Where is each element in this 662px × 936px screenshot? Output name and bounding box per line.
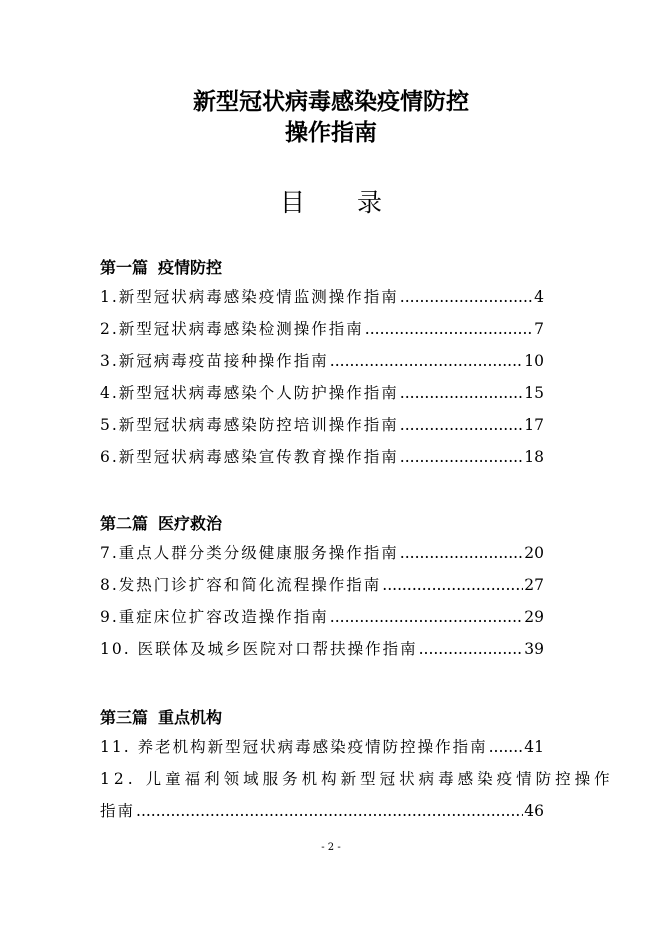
toc-entry-title: 7.重点人群分类分级健康服务操作指南: [100, 544, 399, 562]
toc-entry-page: 27: [524, 576, 544, 594]
toc-entry-title: 8.发热门诊扩容和简化流程操作指南: [100, 576, 382, 594]
part-name: 医疗救治: [158, 514, 223, 533]
leader-dots: [330, 350, 523, 372]
part-name: 疫情防控: [158, 258, 223, 277]
leader-dots: [136, 800, 523, 822]
document-title-line2: 操作指南: [285, 120, 377, 146]
part-label: 第三篇: [100, 708, 149, 727]
page-number-footer: - 2 -: [321, 842, 341, 853]
toc-entry-title: 1.新型冠状病毒感染疫情监测操作指南: [100, 288, 399, 306]
leader-dots: [330, 606, 523, 628]
toc-entry-title: 5.新型冠状病毒感染防控培训操作指南: [100, 416, 399, 434]
toc-heading: 目 录: [280, 188, 404, 217]
toc-entry[interactable]: [100, 542, 544, 564]
part-label: 第一篇: [100, 258, 149, 277]
toc-entry-title: 6.新型冠状病毒感染宣传教育操作指南: [100, 448, 399, 466]
toc-entry[interactable]: [100, 736, 544, 758]
leader-dots: [400, 414, 523, 436]
toc-entry-page: 17: [524, 416, 544, 434]
toc-entry-page: 7: [534, 320, 544, 338]
leader-dots: [419, 638, 524, 660]
leader-dots: [400, 382, 523, 404]
toc-entry-title: 10. 医联体及城乡医院对口帮扶操作指南: [100, 640, 418, 658]
toc-entry-line1[interactable]: 12. 儿童福利领域服务机构新型冠状病毒感染疫情防控操作: [100, 770, 614, 788]
toc-entry-page: 15: [524, 384, 544, 402]
toc-entry[interactable]: [100, 382, 544, 404]
toc-entry-title: 指南: [100, 802, 136, 820]
toc-entry[interactable]: [100, 286, 544, 308]
toc-entry[interactable]: [100, 574, 544, 596]
toc-entry[interactable]: [100, 350, 544, 372]
toc-entry-title: 4.新型冠状病毒感染个人防护操作指南: [100, 384, 399, 402]
toc-entry-page: 29: [524, 608, 544, 626]
toc-entry[interactable]: [100, 414, 544, 436]
document-title-line1: 新型冠状病毒感染疫情防控: [193, 89, 469, 115]
toc-entry-page: 39: [524, 640, 544, 658]
toc-entry[interactable]: [100, 318, 544, 340]
toc-entry-page: 18: [524, 448, 544, 466]
leader-dots: [400, 542, 523, 564]
toc-entry-title: 9.重症床位扩容改造操作指南: [100, 608, 329, 626]
toc-entry-title: 2.新型冠状病毒感染检测操作指南: [100, 320, 364, 338]
leader-dots: [489, 736, 524, 758]
toc-entry[interactable]: [100, 606, 544, 628]
toc-entry-page: 46: [524, 802, 544, 820]
toc-entry-page: 41: [524, 738, 544, 756]
toc-entry-page: 4: [534, 288, 544, 306]
part-heading-2: [100, 511, 232, 534]
part-heading-3: [100, 705, 232, 728]
leader-dots: [400, 446, 523, 468]
part-label: 第二篇: [100, 514, 149, 533]
toc-entry-page: 20: [524, 544, 544, 562]
part-heading-1: [100, 255, 232, 278]
part-name: 重点机构: [158, 708, 223, 727]
toc-entry-title: 11. 养老机构新型冠状病毒感染疫情防控操作指南: [100, 738, 488, 756]
toc-entry-title: 3.新冠病毒疫苗接种操作指南: [100, 352, 329, 370]
toc-entry-page: 10: [524, 352, 544, 370]
toc-entry[interactable]: [100, 638, 544, 660]
leader-dots: [382, 574, 523, 596]
leader-dots: [365, 318, 533, 340]
leader-dots: [400, 286, 533, 308]
toc-entry[interactable]: [100, 800, 544, 822]
toc-entry[interactable]: [100, 446, 544, 468]
